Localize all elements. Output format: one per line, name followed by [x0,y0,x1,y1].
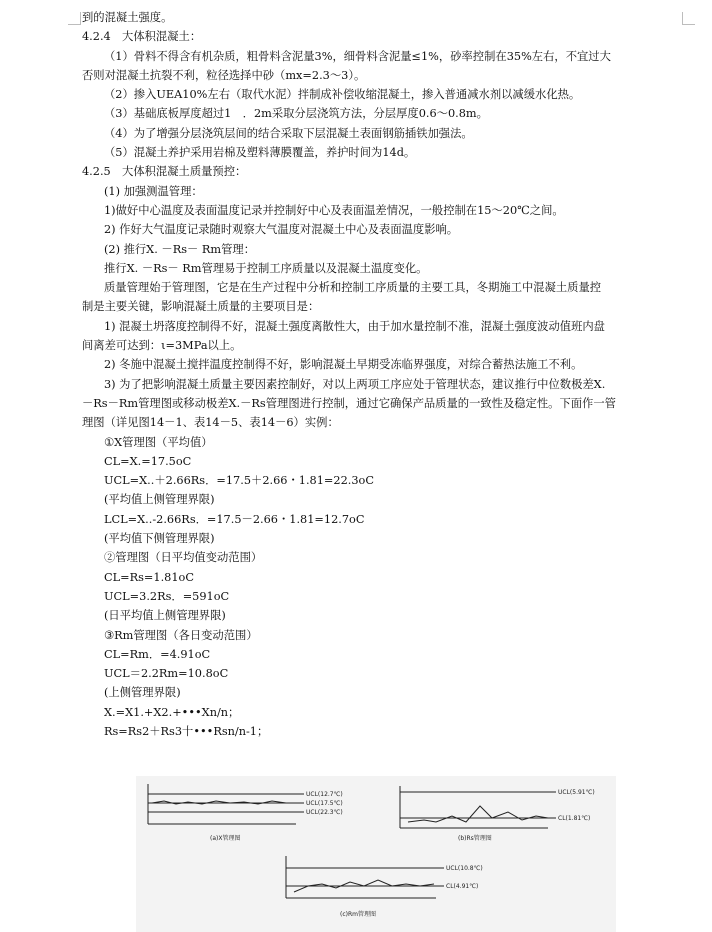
text-line-16: 制是主要关键，影响混凝土质量的主要项目是： [82,300,320,314]
text-line-34: CL=Rm．=4.91oC [104,647,211,661]
text-line-37: X.=X1.+X2.+•••Xn/n； [104,705,240,719]
control-charts-svg [136,776,616,932]
text-line-12: 2) 作好大气温度记录随时观察大气温度对混凝土中心及表面温度影响。 [104,223,459,237]
text-line-35: UCL＝2.2Rm=10.8oC [104,667,229,681]
text-line-27: LCL=X..-2.66Rs．=17.5－2.66・1.81=12.7oC [104,512,365,526]
rs-chart-label-cl: CL(1.81℃) [558,815,591,822]
text-line-4: 否则对混凝土抗裂不利，粒径选择中砂（mx=2.3～3）。 [82,68,366,82]
text-line-17: 1) 混凝土坍落度控制得不好，混凝土强度离散性大，由于加水量控制不准，混凝土强度波动值班内盘 [104,319,605,333]
text-line-32: (日平均值上侧管理界限) [104,609,226,623]
rm-control-chart [286,856,483,918]
text-line-29: ②管理图（日平均值变动范围） [104,551,263,565]
rm-chart-caption: (c)Rm管理图 [340,911,376,918]
text-line-28: (平均值下侧管理界限) [104,532,215,546]
control-chart-figure [136,776,616,932]
text-line-14: 推行X. －Rs－ Rm管理易于控制工序质量以及混凝土温度变化。 [104,261,428,275]
text-line-18: 间离差可达到：ι=3MPa以上。 [82,339,242,353]
text-line-8: （5）混凝土养护采用岩棉及塑料薄膜覆盖，养护时间为14d。 [104,146,416,160]
text-line-19: 2) 冬施中混凝土搅拌温度控制得不好，影响混凝土早期受冻临界强度，对综合蓄热法施工不利。 [104,358,583,372]
text-line-22: 理图（详见图14－1、表14－5、表14－6）实例： [82,416,339,430]
x-chart-label-2: UCL(17.5℃) [306,800,343,807]
x-control-chart [148,784,343,842]
text-line-36: (上侧管理界限) [104,686,181,700]
margin-mark-right [682,12,695,25]
x-chart-caption: (a)X管理图 [210,835,241,842]
text-line-10: (1) 加强测温管理： [104,184,203,198]
text-line-26: (平均值上侧管理界限) [104,493,215,507]
text-line-6: （3）基础底板厚度超过1 ．2m采取分层浇筑方法，分层厚度0.6～0.8m。 [104,107,488,121]
text-line-2: 4.2.4 大体积混凝土： [82,30,202,44]
text-line-24: CL=X.=17.5oC [104,454,192,468]
text-line-11: 1)做好中心温度及表面温度记录并控制好中心及表面温差情况，一般控制在15～20℃之间。 [104,203,564,217]
text-line-21: －Rs－Rm管理图或移动极差X.－Rs管理图进行控制，通过它确保产品质量的一致性及稳定性。下面作一管 [82,396,616,410]
x-chart-label-3: UCL(22.3℃) [306,809,343,816]
margin-mark-left [68,12,81,25]
text-line-3: （1）骨料不得含有机杂质，粗骨料含泥量3%，细骨料含泥量≤1%，砂率控制在35%左右，不宜过大 [104,49,611,63]
text-line-20: 3) 为了把影响混凝土质量主要因素控制好，对以上两项工序应处于管理状态，建议推行中位数极差X. [104,377,606,391]
rm-chart-label-cl: CL(4.91℃) [446,883,479,890]
rs-chart-label-ucl: UCL(5.91℃) [558,789,595,796]
rs-control-chart [400,786,595,842]
text-line-7: （4）为了增强分层浇筑层间的结合采取下层混凝土表面钢筋插铁加强法。 [104,126,473,140]
text-line-1: 到的混凝土强度。 [82,11,173,24]
x-chart-label-1: UCL(12.7℃) [306,791,343,798]
text-line-23: ①X管理图（平均值） [104,435,213,449]
rs-series-line [408,806,548,822]
text-line-31: UCL=3.2Rs．=591oC [104,589,230,603]
text-line-9: 4.2.5 大体积混凝土质量预控： [82,165,247,179]
rs-chart-caption: (b)Rs管理图 [458,835,492,842]
text-line-13: (2) 推行X. －Rs－ Rm管理： [104,242,256,256]
text-line-25: UCL=X..＋2.66Rs．=17.5＋2.66・1.81=22.3oC [104,474,374,488]
text-line-15: 质量管理始于管理图，它是在生产过程中分析和控制工序质量的主要工具，冬期施工中混凝土质量控 [104,281,602,295]
rm-chart-label-ucl: UCL(10.8℃) [446,865,483,872]
text-line-5: （2）掺入UEA10%左右（取代水泥）拌制成补偿收缩混凝土，掺入普通减水剂以减缓水化热。 [104,88,581,102]
text-line-30: CL=Rs=1.81oC [104,570,194,584]
text-line-33: ③Rm管理图（各日变动范围） [104,628,258,642]
text-line-38: Rs=Rs2＋Rs3十•••Rsn/n-1； [104,724,269,738]
document-page [82,8,676,741]
